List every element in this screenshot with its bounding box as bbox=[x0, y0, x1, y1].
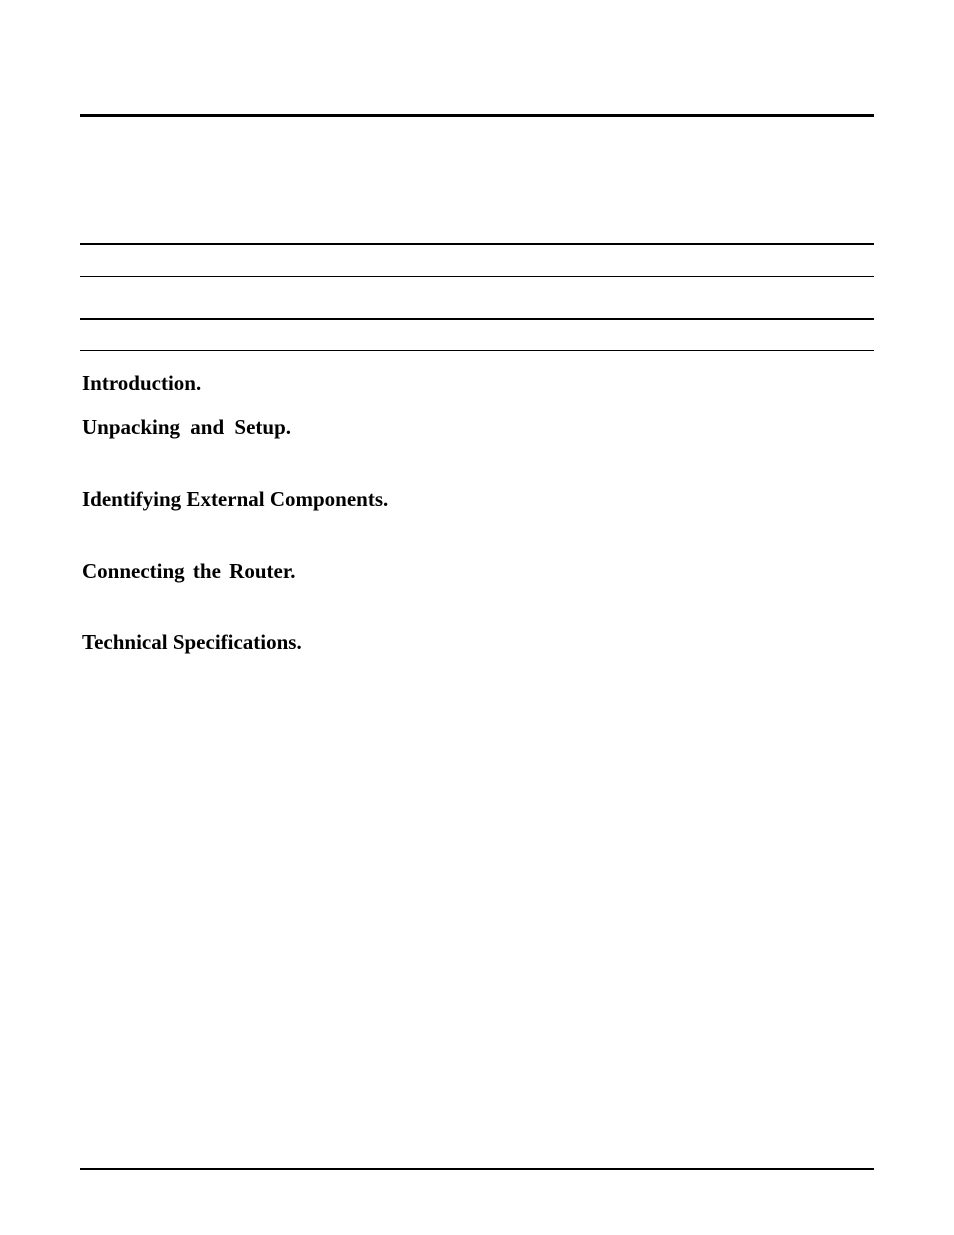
header-rule bbox=[80, 114, 874, 117]
divider-rule bbox=[80, 350, 874, 351]
toc-entry-technical-specifications[interactable]: Technical Specifications. bbox=[82, 630, 302, 654]
toc-entry-identifying-external-components[interactable]: Identifying External Components. bbox=[82, 487, 389, 511]
divider-rule bbox=[80, 276, 874, 277]
toc-entry-connecting-the-router[interactable]: Connecting the Router. bbox=[82, 559, 296, 583]
toc-entry-introduction[interactable]: Introduction. bbox=[82, 371, 202, 395]
divider-rule bbox=[80, 243, 874, 245]
footer-rule bbox=[80, 1168, 874, 1170]
divider-rule bbox=[80, 318, 874, 320]
toc-entry-unpacking-and-setup[interactable]: Unpacking and Setup. bbox=[82, 415, 291, 439]
